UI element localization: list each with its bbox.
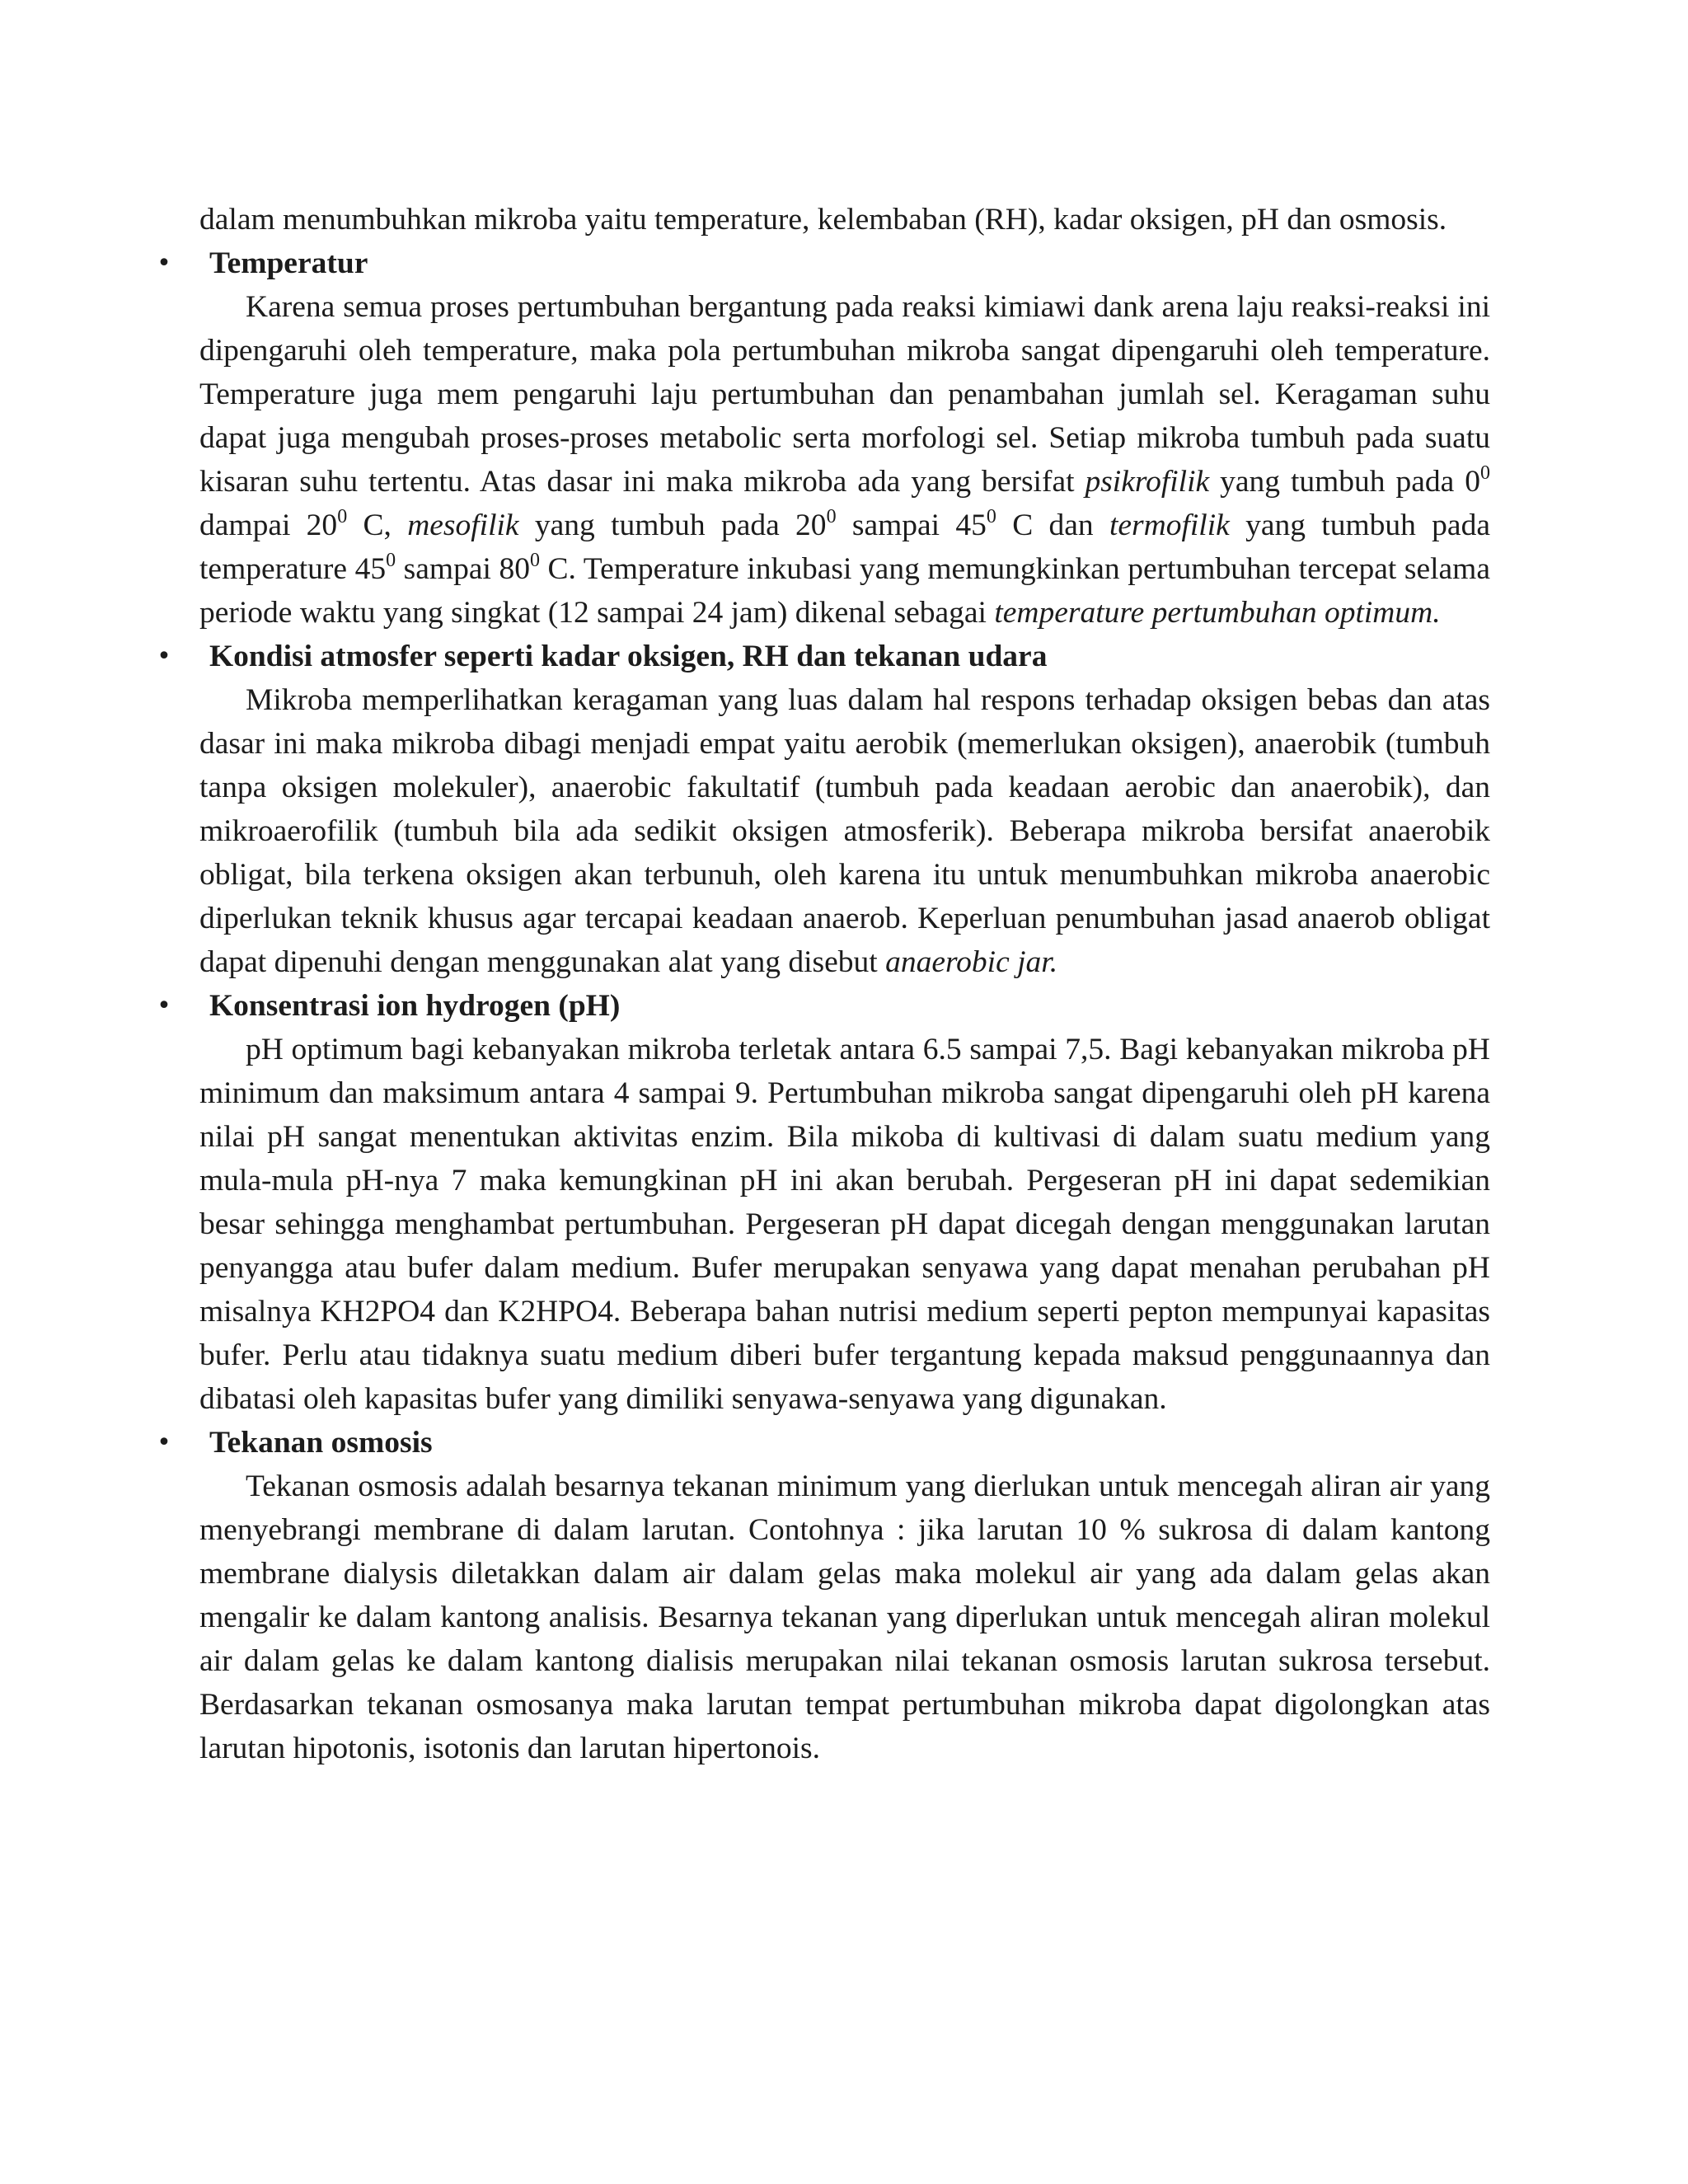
- section-konsentrasi-ph: [157, 984, 1490, 1421]
- superscript: 0: [826, 505, 837, 527]
- section-paragraph: Karena semua proses pertumbuhan bergantung pada reaksi kimiawi dank arena laju reaksi-reaksi ini dipengaruhi oleh temperature, maka pola pertumbuhan mikroba sangat dipengaruhi oleh temperature. Temperature juga mem pengaruhi laju pertumbuhan dan penambahan jumlah sel. Keragaman suhu dapat juga mengubah proses-proses metabolic serta morfologi sel. Setiap mikroba tumbuh pada suatu kisaran suhu tertentu. Atas dasar ini maka mikroba ada yang bersifat psikrofilik yang tumbuh pada $0^0$ dampai $20^0$ C, mesofilik yang tumbuh pada $20^0$ sampai $45^0$ C dan termofilik yang tumbuh pada temperature $45^0$ sampai $80^0$ C. Temperature inkubasi yang memungkinkan pertumbuhan tercepat selama periode waktu yang singkat (12 sampai 24 jam) dikenal sebagai temperature pertumbuhan optimum.: [199, 290, 1490, 630]
- italic-term: temperature pertumbuhan optimum.: [994, 596, 1441, 630]
- section-heading: Temperatur: [209, 246, 368, 280]
- section-tekanan-osmosis: [157, 1421, 1490, 1770]
- section-heading: Kondisi atmosfer seperti kadar oksigen, RH dan tekanan udara: [209, 640, 1048, 673]
- section-paragraph: Mikroba memperlihatkan keragaman yang luas dalam hal respons terhadap oksigen bebas dan atas dasar ini maka mikroba dibagi menjadi empat yaitu aerobik (memerlukan oksigen), anaerobik (tumbuh tanpa oksigen molekuler), anaerobic fakultatif (tumbuh pada keadaan aerobic dan anaerobik), dan mikroaerofilik (tumbuh bila ada sedikit oksigen atmosferik). Beberapa mikroba bersifat anaerobik obligat, bila terkena oksigen akan terbunuh, oleh karena itu untuk menumbuhkan mikroba anaerobic diperlukan teknik khusus agar tercapai keadaan anaerob. Keperluan penumbuhan jasad anaerob obligat dapat dipenuhi dengan menggunakan alat yang disebut anaerobic jar.: [199, 683, 1490, 979]
- bullet-icon: •: [157, 642, 171, 671]
- section-heading: Konsentrasi ion hydrogen (pH): [209, 989, 621, 1023]
- section-heading: Tekanan osmosis: [209, 1426, 433, 1460]
- section-paragraph: pH optimum bagi kebanyakan mikroba terletak antara 6.5 sampai 7,5. Bagi kebanyakan mikroba pH minimum dan maksimum antara 4 sampai 9. Pertumbuhan mikroba sangat dipengaruhi oleh pH karena nilai pH sangat menentukan aktivitas enzim. Bila mikoba di kultivasi di dalam suatu medium yang mula-mula pH-nya 7 maka kemungkinan pH ini akan berubah. Pergeseran pH ini dapat sedemikian besar sehingga menghambat pertumbuhan. Pergeseran pH dapat dicegah dengan menggunakan larutan penyangga atau bufer dalam medium. Bufer merupakan senyawa yang dapat menahan perubahan pH misalnya KH2PO4 dan K2HPO4. Beberapa bahan nutrisi medium seperti pepton mempunyai kapasitas bufer. Perlu atau tidaknya suatu medium diberi bufer tergantung kepada maksud penggunaannya dan dibatasi oleh kapasitas bufer yang dimiliki senyawa-senyawa yang digunakan.: [199, 1033, 1490, 1416]
- superscript: 0: [986, 505, 996, 527]
- section-kondisi-atmosfer: [157, 635, 1490, 984]
- document-page: [157, 198, 1490, 1770]
- superscript: 0: [529, 549, 540, 571]
- bullet-icon: •: [157, 991, 171, 1020]
- superscript: 0: [386, 549, 396, 571]
- section-temperatur: [157, 241, 1490, 635]
- italic-term: anaerobic jar.: [885, 945, 1058, 979]
- italic-term: mesofilik: [407, 509, 519, 542]
- intro-paragraph: dalam menumbuhkan mikroba yaitu temperature, kelembaban (RH), kadar oksigen, pH dan osmosis.: [199, 203, 1447, 237]
- superscript: 0: [337, 505, 348, 527]
- superscript: 0: [1480, 462, 1490, 484]
- italic-term: termofilik: [1109, 509, 1230, 542]
- bullet-icon: •: [157, 249, 171, 278]
- bullet-icon: •: [157, 1428, 171, 1457]
- italic-term: psikrofilik: [1085, 465, 1210, 499]
- section-paragraph: Tekanan osmosis adalah besarnya tekanan minimum yang dierlukan untuk mencegah aliran air yang menyebrangi membrane di dalam larutan. Contohnya : jika larutan 10 % sukrosa di dalam kantong membrane dialysis diletakkan dalam air dalam gelas maka molekul air yang ada dalam gelas akan mengalir ke dalam kantong analisis. Besarnya tekanan yang diperlukan untuk mencegah aliran molekul air dalam gelas ke dalam kantong dialisis merupakan nilai tekanan osmosis larutan sukrosa tersebut. Berdasarkan tekanan osmosanya maka larutan tempat pertumbuhan mikroba dapat digolongkan atas larutan hipotonis, isotonis dan larutan hipertonois.: [199, 1469, 1490, 1765]
